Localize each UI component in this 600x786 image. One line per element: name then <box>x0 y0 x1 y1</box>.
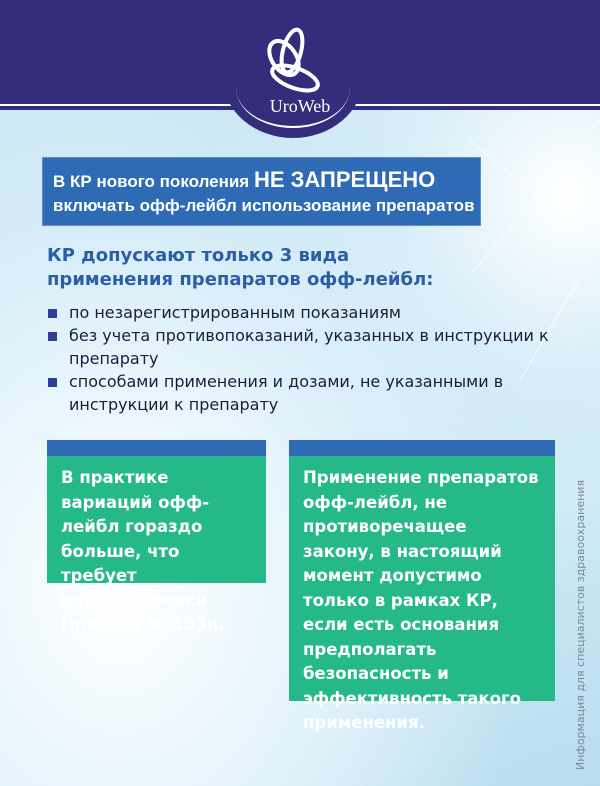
logo-icon <box>262 26 322 96</box>
info-box-right: Применение препаратов офф-лейбл, не противоречащее закону, в настоящий момент допустимо только в рамках КР, если есть основания предполагать безопасность и эффективность такого применения. <box>289 440 555 701</box>
square-bullet-icon <box>48 332 57 341</box>
headline-banner <box>42 157 481 226</box>
lead-heading <box>47 244 433 292</box>
banner-text: В КР нового поколения <box>53 172 254 191</box>
logo-text: UroWeb <box>269 96 331 116</box>
info-box-left: В практике вариаций офф-лейбл гораздо больше, что требует корректировки Приказа № 103н. <box>47 440 266 583</box>
list-item <box>47 324 567 370</box>
list-item <box>47 301 567 324</box>
banner-emphasis: НЕ ЗАПРЕЩЕНО <box>253 167 436 192</box>
banner-text: включать офф-лейбл использование препаратов <box>53 196 475 215</box>
lead-line: КР допускают только 3 вида <box>47 245 350 266</box>
lead-line: применения препаратов офф-лейбл: <box>47 269 434 290</box>
square-bullet-icon <box>48 378 57 387</box>
list-item <box>47 370 567 416</box>
list-item-text: по незарегистрированным показаниям <box>69 303 401 322</box>
bullet-list <box>47 301 567 416</box>
square-bullet-icon <box>48 309 57 318</box>
list-item-text: без учета противопоказаний, указанных в инструкции к препарату <box>69 326 549 368</box>
list-item-text: способами применения и дозами, не указанными в инструкции к препарату <box>69 372 504 414</box>
light-ray <box>471 120 600 274</box>
side-note: Информация для специалистов здравоохранения <box>574 479 587 770</box>
